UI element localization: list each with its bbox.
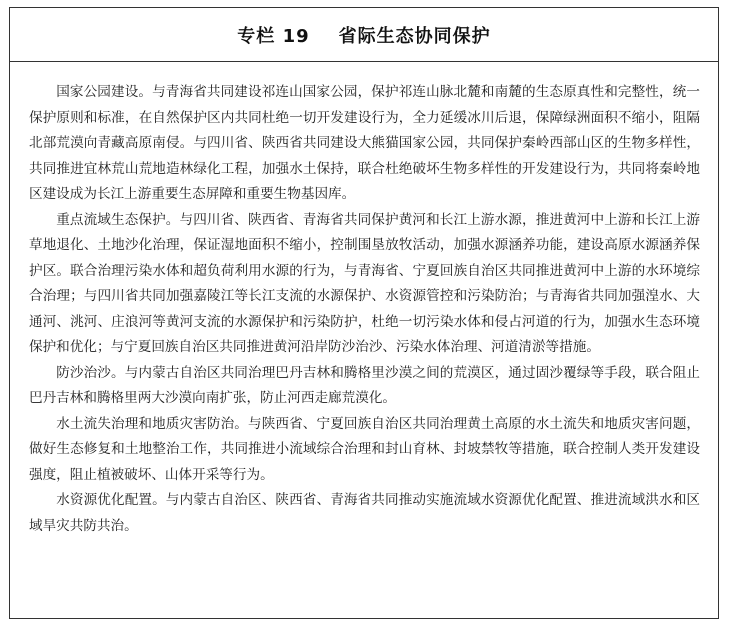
column-body: [10, 62, 718, 539]
paragraph-lead: 重点流域生态保护。: [56, 211, 180, 228]
paragraph-lead: 水土流失治理和地质灾害防治。: [56, 415, 248, 432]
paragraph-text: 与陕西省、宁夏回族自治区共同治理黄土高原的水土流失和地质灾害问题，做好生态修复和土地整治工作，共同推进小流域综合治理和封山育林、封坡禁牧等措施，联合控制人类开发建设强度，阻止植被破坏、山体开采等行为。: [29, 415, 701, 483]
paragraph-lead: 国家公园建设。: [56, 84, 153, 100]
paragraph-lead: 防沙治沙。: [56, 364, 125, 381]
column-title: 专栏 19 省际生态协同保护: [237, 25, 491, 47]
paragraph-water-resources: [29, 488, 700, 539]
paragraph-text: 与内蒙古自治区共同治理巴丹吉林和腾格里沙漠之间的荒漠区，通过固沙覆绿等手段，联合阻止巴丹吉林和腾格里两大沙漠向南扩张，防止河西走廊荒漠化。: [29, 364, 701, 406]
paragraph-desertification: [29, 361, 700, 412]
column-box: [9, 7, 719, 619]
paragraph-watershed: [29, 208, 700, 361]
title-bar: [10, 8, 718, 62]
paragraph-lead: 水资源优化配置。: [56, 492, 166, 508]
paragraph-text: 与内蒙古自治区、陕西省、青海省共同推动实施流域水资源优化配置、推进流域洪水和区域旱灾共防共治。: [29, 492, 701, 534]
paragraph-text: 与四川省、陕西省、青海省共同保护黄河和长江上游水源，推进黄河中上游和长江上游草地退化、土地沙化治理，保证湿地面积不缩小，控制围垦放牧活动，加强水源涵养功能，建设高原水源涵养保护区。联合治理污染水体和超负荷利用水源的行为，与青海省、宁夏回族自治区共同推进黄河中上游的水环境综合治理；与四川省共同加强嘉陵江等长江支流的水源保护、水资源管控和污染防治；与青海省共同加强湟水、大通河、洮河、庄浪河等黄河支流的水源保护和污染防护，杜绝一切污染水体和侵占河道的行为，加强水生态环境保护和优化；与宁夏回族自治区共同推进黄河沿岸防沙治沙、污染水体治理、河道清淤等措施。: [29, 211, 701, 355]
paragraph-national-park: [29, 80, 700, 208]
paragraph-text: 与青海省共同建设祁连山国家公园，保护祁连山脉北麓和南麓的生态原真性和完整性，统一保护原则和标准，在自然保护区内共同杜绝一切开发建设行为，全力延缓冰川后退，保障绿洲面积不缩小，阻隔北部荒漠向青藏高原南侵。与四川省、陕西省共同建设大熊猫国家公园，共同保护秦岭西部山区的生物多样性，共同推进宜林荒山荒地造林绿化工程，加强水土保持，联合杜绝破坏生物多样性的开发建设行为，共同将秦岭地区建设成为长江上游重要生态屏障和重要生物基因库。: [29, 84, 701, 202]
paragraph-soil-erosion: [29, 412, 700, 489]
